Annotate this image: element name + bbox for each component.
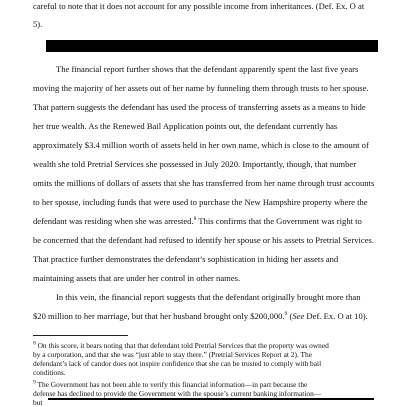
body-text: This confirms that the Government was right to [196, 216, 362, 226]
body-line: approximately $3.4 million worth of assets held in her own name, which is close to the amount of [33, 140, 369, 150]
body-text: ( [287, 311, 293, 321]
footnote-ref-8[interactable]: 8 [193, 216, 197, 223]
footnote-separator [33, 335, 128, 336]
footnote-8-line: defendant’s lack of candor does not inspire confidence that she can be trusted to comply with bail [33, 359, 322, 368]
redaction-bar [46, 40, 378, 52]
body-line: be concerned that the defendant had refused to identify her spouse or his assets to Pretrial Services. [33, 235, 375, 245]
footnote-mark-8: 8 [33, 340, 36, 347]
footnote-9-line [33, 380, 307, 389]
footnote-9-line: defense has declined to provide the Government with the spouse’s current banking information— [33, 389, 322, 398]
body-line: moving the majority of her assets out of her name by funneling them through trusts to her spouse. [33, 83, 369, 93]
body-line: omits the millions of dollars of assets that she has transferred from her name through trust accounts [33, 178, 375, 188]
body-line: That practice further demonstrates the defendant’s sophistication in hiding her assets and [33, 254, 339, 264]
footnote-text: The Government has not been able to verify this financial information—in part because the [35, 380, 308, 389]
footnote-ref-9[interactable]: 9 [284, 311, 288, 318]
footnote-text: On this score, it bears noting that that defendant told Pretrial Services that the property was owned [35, 341, 329, 350]
body-line: The financial report further shows that the defendant apparently spent the last five years [56, 64, 359, 74]
footnote-8-line: by a corporation, and that she was “just able to stay there.” (Pretrial Services Report at 2). The [33, 350, 312, 359]
body-text: defendant was residing when she was arrested. [33, 216, 194, 226]
body-line: That pattern suggests the defendant has used the process of transferring assets as a means to hide [33, 102, 366, 112]
body-line: In this vein, the financial report suggests that the defendant originally brought more than [56, 292, 361, 302]
body-line: careful to note that it does not account for any possible income from inheritances. (Def. Ex. O at [33, 1, 365, 11]
body-line: wealth she told Pretrial Services she possessed in July 2020. Importantly, though, that number [33, 159, 357, 169]
body-line-footnote-8 [33, 216, 362, 226]
body-line: 5). [33, 19, 43, 29]
citation-signal: See [292, 311, 305, 321]
body-text: Def. Ex. O at 10). [304, 311, 368, 321]
footnote-9-line: but [33, 398, 43, 407]
footnote-8-line: conditions. [33, 368, 66, 377]
footnote-mark-9: 9 [33, 379, 36, 386]
footnote-8-line [33, 341, 329, 350]
body-line: to her spouse, including funds that were used to purchase the New Hampshire property where the [33, 197, 368, 207]
body-line: her true wealth. As the Renewed Bail Application points out, the defendant currently has [33, 121, 338, 131]
body-line: maintaining assets that are under her control in other names. [33, 273, 241, 283]
body-line-footnote-9 [33, 311, 368, 321]
body-text: $20 million to her marriage, but that her husband brought only $200,000. [33, 311, 285, 321]
